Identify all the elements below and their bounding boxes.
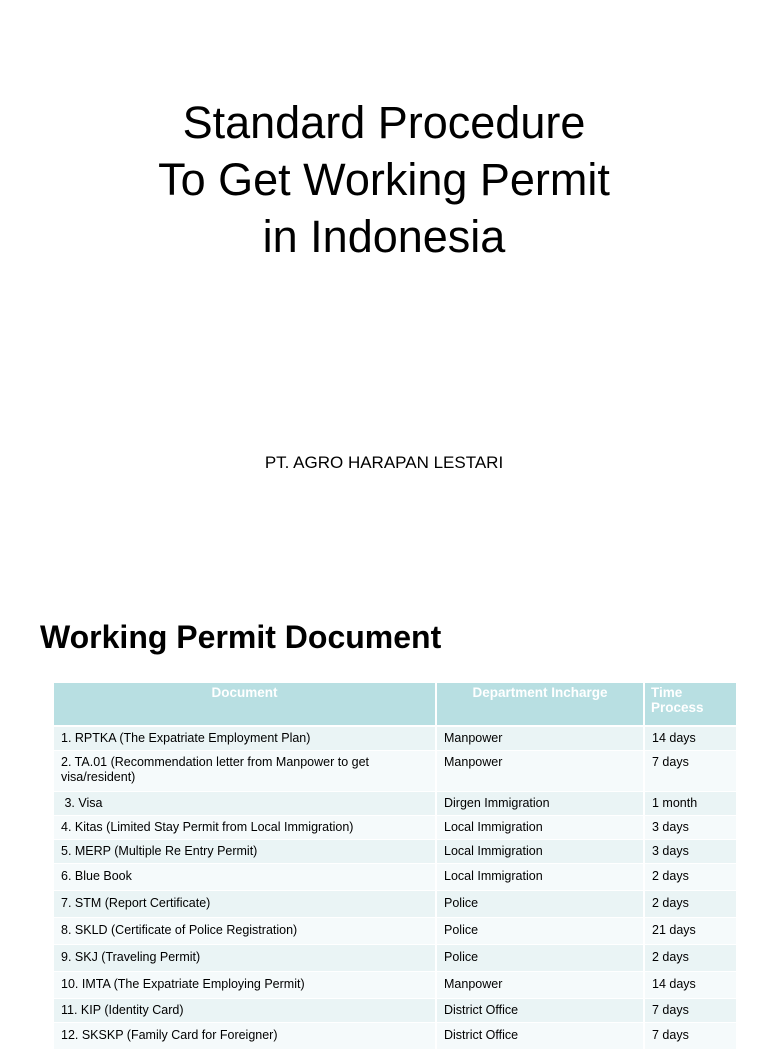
- table-row: [53, 918, 737, 945]
- department-cell: Local Immigration: [436, 816, 644, 840]
- table-row: [53, 864, 737, 891]
- time-cell: 3 days: [644, 816, 737, 840]
- table-row: [53, 972, 737, 999]
- department-cell: Manpower: [436, 751, 644, 792]
- table-row: [53, 816, 737, 840]
- document-cell: 1. RPTKA (The Expatriate Employment Plan): [53, 726, 436, 751]
- document-cell: 9. SKJ (Traveling Permit): [53, 945, 436, 972]
- document-cell: 5. MERP (Multiple Re Entry Permit): [53, 840, 436, 864]
- time-cell: 7 days: [644, 751, 737, 792]
- department-cell: Local Immigration: [436, 864, 644, 891]
- time-cell: 2 days: [644, 864, 737, 891]
- department-cell: District Office: [436, 999, 644, 1023]
- department-cell: Police: [436, 918, 644, 945]
- document-cell: 4. Kitas (Limited Stay Permit from Local Immigration): [53, 816, 436, 840]
- time-cell: 1 month: [644, 792, 737, 816]
- document-cell: 7. STM (Report Certificate): [53, 891, 436, 918]
- department-cell: Dirgen Immigration: [436, 792, 644, 816]
- table-row: [53, 840, 737, 864]
- document-cell: 2. TA.01 (Recommendation letter from Manpower to get visa/resident): [53, 751, 436, 792]
- department-cell: Manpower: [436, 726, 644, 751]
- title-line-1: Standard Procedure: [182, 97, 586, 148]
- time-cell: 2 days: [644, 945, 737, 972]
- permit-document-table: [52, 681, 738, 1050]
- document-cell: 11. KIP (Identity Card): [53, 999, 436, 1023]
- title-line-2: To Get Working Permit: [158, 154, 610, 205]
- table-row: [53, 999, 737, 1023]
- time-cell: 21 days: [644, 918, 737, 945]
- document-cell: 8. SKLD (Certificate of Police Registration): [53, 918, 436, 945]
- document-cell: 3. Visa: [53, 792, 436, 816]
- table-row: [53, 751, 737, 792]
- time-cell: 7 days: [644, 1023, 737, 1050]
- department-cell: Police: [436, 945, 644, 972]
- table-row: [53, 891, 737, 918]
- department-cell: Local Immigration: [436, 840, 644, 864]
- time-cell: 14 days: [644, 972, 737, 999]
- title-line-3: in Indonesia: [262, 211, 506, 262]
- document-cell: 10. IMTA (The Expatriate Employing Permit): [53, 972, 436, 999]
- table-header-row: [53, 682, 737, 726]
- department-cell: Police: [436, 891, 644, 918]
- time-cell: 14 days: [644, 726, 737, 751]
- department-cell: District Office: [436, 1023, 644, 1050]
- document-cell: 12. SKSKP (Family Card for Foreigner): [53, 1023, 436, 1050]
- department-cell: Manpower: [436, 972, 644, 999]
- table-row: [53, 1023, 737, 1050]
- table-row: [53, 945, 737, 972]
- table-row: [53, 726, 737, 751]
- document-cell: 6. Blue Book: [53, 864, 436, 891]
- column-header-department: Department Incharge: [436, 682, 644, 726]
- section-heading: Working Permit Document: [40, 619, 442, 655]
- time-cell: 7 days: [644, 999, 737, 1023]
- page-title: [0, 94, 768, 265]
- column-header-time: Time Process: [644, 682, 737, 726]
- time-cell: 2 days: [644, 891, 737, 918]
- time-cell: 3 days: [644, 840, 737, 864]
- column-header-document: Document: [53, 682, 436, 726]
- table-row: [53, 792, 737, 816]
- company-name: PT. AGRO HARAPAN LESTARI: [264, 453, 504, 472]
